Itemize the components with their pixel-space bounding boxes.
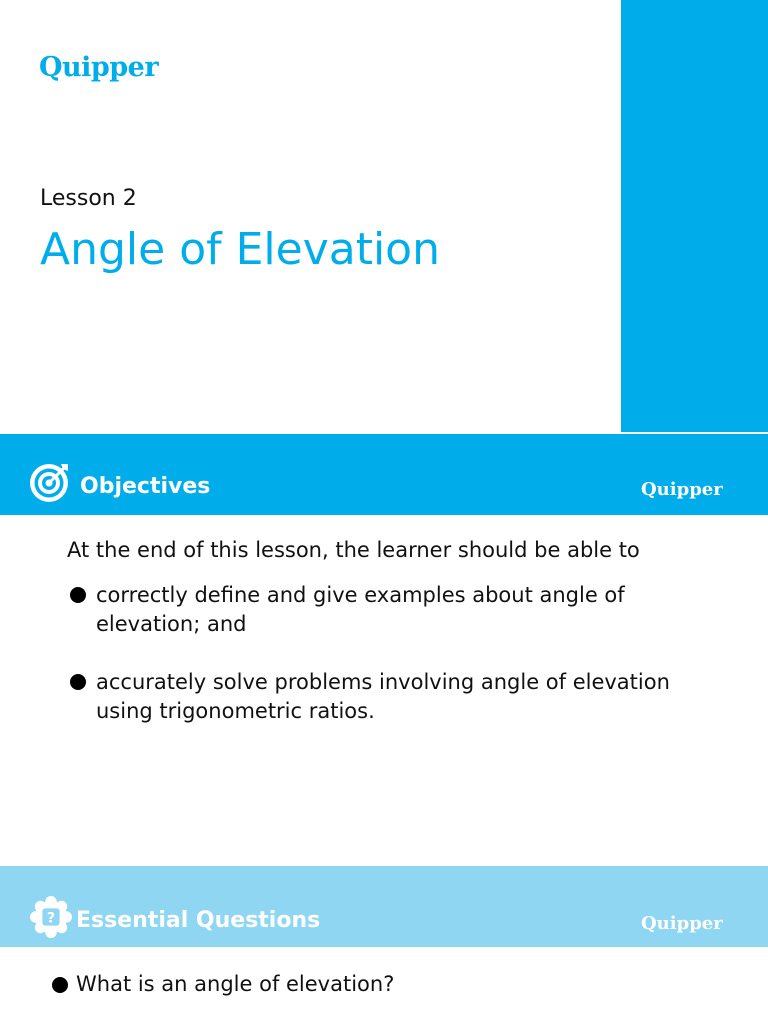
- question-badge-icon: [30, 896, 72, 938]
- bullet-dot: [52, 977, 68, 993]
- objectives-header-band: [0, 434, 768, 515]
- objectives-quipper-logo: Quipper: [641, 479, 723, 500]
- objectives-intro: At the end of this lesson, the learner should be able to: [67, 538, 640, 562]
- title-slide: [0, 0, 768, 432]
- bullet-dot: [70, 587, 86, 603]
- bullet-dot: [70, 674, 86, 690]
- objective-text: accurately solve problems involving angle of elevation using trigonometric ratios.: [96, 670, 670, 723]
- objectives-heading: Objectives: [80, 474, 211, 499]
- objective-bullet: [67, 668, 687, 726]
- svg-text:?: ?: [46, 910, 56, 927]
- question-text: What is an angle of elevation?: [76, 972, 395, 996]
- lesson-label: Lesson 2: [40, 186, 137, 211]
- lesson-title: Angle of Elevation: [40, 224, 440, 275]
- objective-text: correctly define and give examples about angle of elevation; and: [96, 583, 625, 636]
- essential-questions-quipper-logo: Quipper: [641, 913, 723, 934]
- quipper-logo: Quipper: [39, 52, 159, 83]
- target-icon: [28, 460, 72, 504]
- accent-bar: [621, 0, 768, 432]
- essential-questions-header-band: [0, 866, 768, 947]
- essential-questions-heading: Essential Questions: [76, 908, 321, 933]
- objective-bullet: [67, 581, 687, 639]
- question-bullet: [50, 970, 394, 999]
